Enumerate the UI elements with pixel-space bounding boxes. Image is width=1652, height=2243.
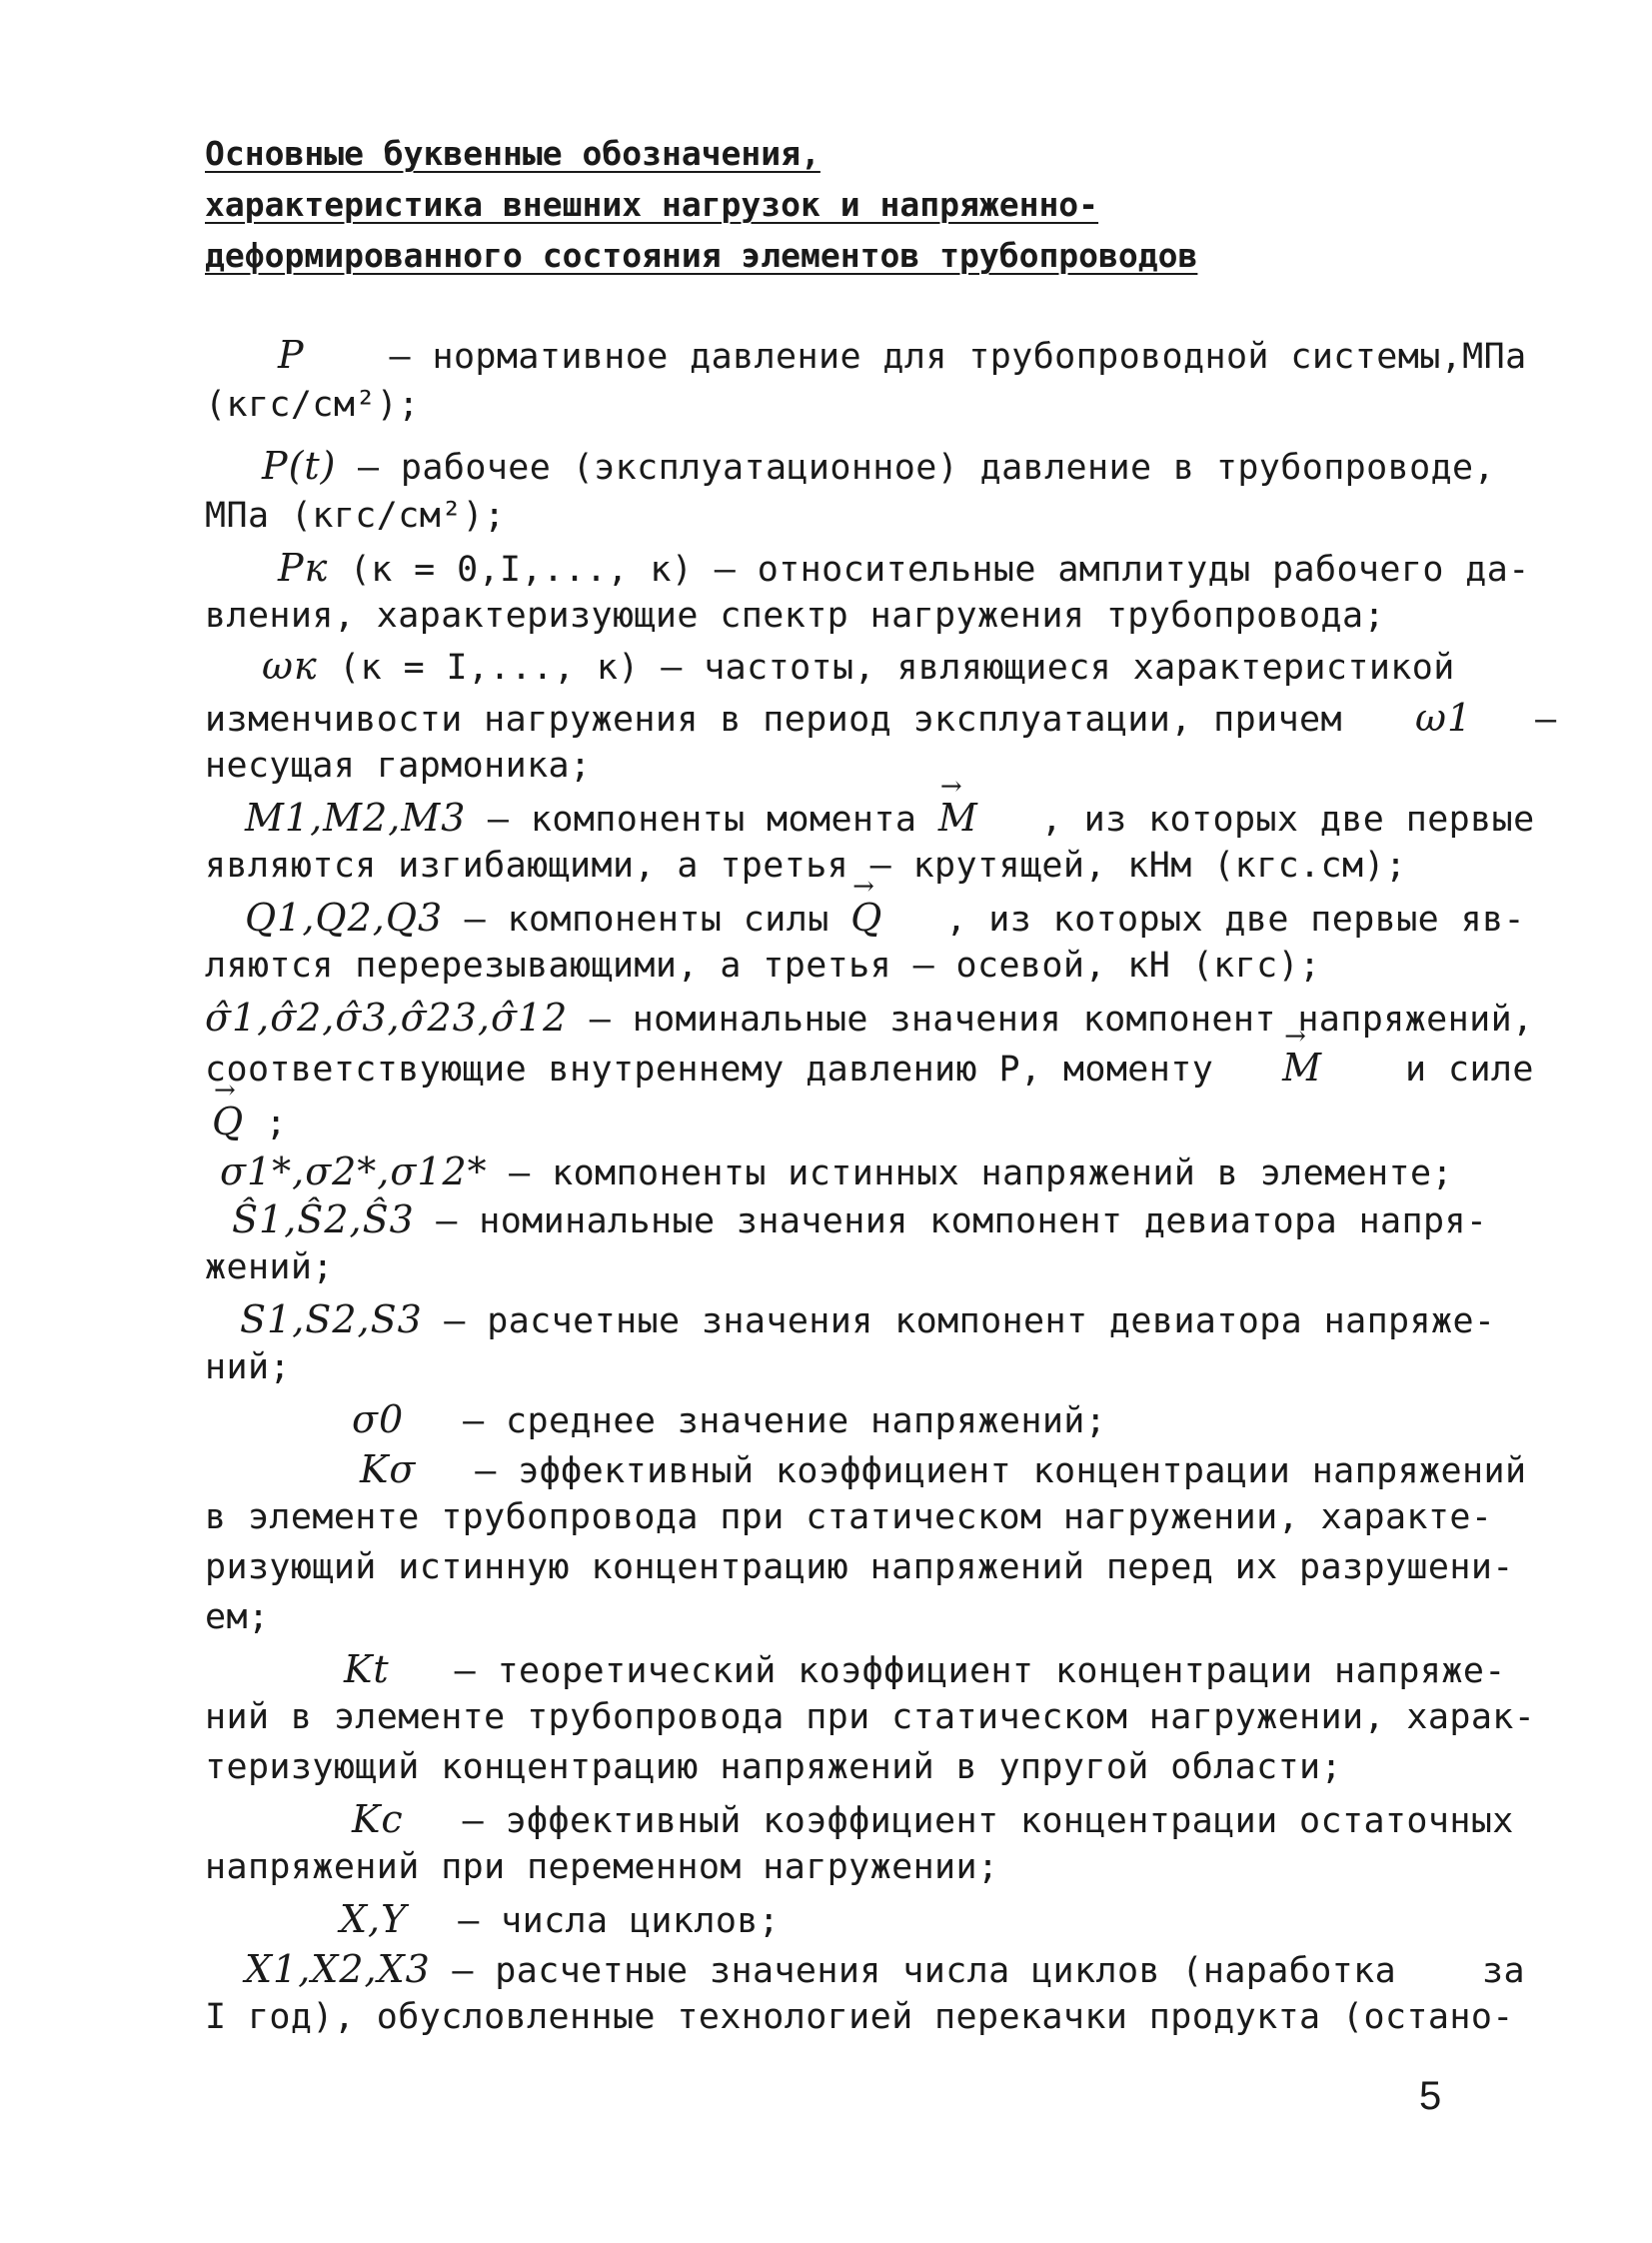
definition-text: и силе <box>1405 1050 1534 1090</box>
symbol: σ0 <box>352 1397 405 1441</box>
definition-text: – рабочее (эксплуатационное) давление в трубопроводе, <box>357 448 1495 488</box>
definition-line <box>344 1647 1506 1691</box>
definition-text: являются изгибающими, а третья – крутящей, кНм (кгс.см); <box>205 846 1407 886</box>
definition-line <box>205 1847 998 1887</box>
definition-text: – расчетные значения числа циклов (наработка за <box>452 1951 1525 1991</box>
definition-text: – среднее значение напряжений; <box>463 1401 1107 1441</box>
definition-text: ризующий истинную концентрацию напряжений перед их разрушени- <box>205 1547 1514 1587</box>
heading-line-2: характеристика внешних нагрузок и напряженно- <box>205 185 1099 224</box>
symbol: Q1,Q2,Q3 <box>245 896 444 940</box>
definition-text: – теоретический коэффициент концентрации напряже- <box>454 1651 1506 1691</box>
symbol: P <box>278 333 305 377</box>
symbol: X1,X2,X3 <box>245 1947 431 1991</box>
definition-text: (кгс/см²); <box>205 385 420 425</box>
symbol: Pк <box>278 546 329 590</box>
symbol: → Q <box>212 1100 244 1143</box>
definition-text: – компоненты силы <box>464 900 829 940</box>
definition-text: жений; <box>205 1247 334 1287</box>
symbol: → M <box>938 796 978 840</box>
definition-text: – компоненты истинных напряжений в элементе; <box>509 1153 1453 1193</box>
symbol: → M <box>1282 1046 1322 1090</box>
definition-text: ем; <box>205 1597 270 1637</box>
definition-line <box>220 1149 1453 1193</box>
definition-text: вления, характеризующие спектр нагружения трубопровода; <box>205 596 1385 636</box>
definition-line <box>352 1797 1514 1841</box>
definition-text: – эффективный коэффициент концентрации остаточных <box>462 1801 1514 1841</box>
definition-text: в элементе трубопровода при статическом нагружении, характе- <box>205 1497 1493 1537</box>
definition-line <box>205 1997 1514 2037</box>
definition-text: несущая гармоника; <box>205 746 592 786</box>
definition-text: – нормативное давление для трубопроводной системы,МПа <box>389 337 1527 377</box>
definition-line <box>340 1897 780 1941</box>
definition-line <box>205 1497 1492 1537</box>
definition-text: I год), обусловленные технологией перекачки продукта (остано- <box>205 1997 1514 2037</box>
symbol: P(t) <box>262 444 337 488</box>
definition-line <box>205 1747 1342 1787</box>
symbol: S1,S2,S3 <box>240 1297 423 1341</box>
definition-text: ляются перерезывающими, а третья – осевой, кН (кгс); <box>205 946 1321 986</box>
definition-line <box>212 1100 287 1143</box>
definition-line <box>245 796 1535 840</box>
definition-text: – <box>1535 700 1557 740</box>
definition-text: – числа циклов; <box>458 1901 781 1941</box>
definition-line <box>205 996 1534 1040</box>
definition-text: ний в элементе трубопровода при статическом нагружении, харак- <box>205 1697 1536 1737</box>
symbol: σ1*,σ2*,σ12* <box>220 1149 488 1193</box>
definition-text: ний; <box>205 1347 291 1387</box>
symbol: σ̂1,σ̂2,σ̂3,σ̂23,σ̂12 <box>205 996 569 1040</box>
definition-line <box>205 496 506 536</box>
definition-text: (к = I,..., к) – частоты, являющиеся характеристикой <box>339 648 1455 688</box>
section-heading <box>205 128 1197 281</box>
definition-text: (к = 0,I,..., к) – относительные амплитуды рабочего да- <box>349 550 1530 590</box>
definition-line <box>278 546 1530 590</box>
symbol: Kc <box>352 1797 404 1841</box>
definition-line <box>205 1597 269 1637</box>
definition-line <box>205 1247 334 1287</box>
definition-line <box>205 946 1321 986</box>
symbol: → Q <box>850 896 882 940</box>
symbol: ω1 <box>1414 696 1473 740</box>
definition-line <box>205 1547 1514 1587</box>
definition-text: изменчивости нагружения в период эксплуатации, причем <box>205 700 1343 740</box>
definition-line <box>205 846 1406 886</box>
definition-line <box>262 644 1455 688</box>
symbol: ωк <box>262 644 318 688</box>
definition-line <box>245 1947 1525 1991</box>
symbol: Ŝ1,Ŝ2,Ŝ3 <box>232 1197 415 1241</box>
definition-line <box>278 333 1527 377</box>
definition-text: соответствующие внутреннему давлению Р, моменту <box>205 1050 1214 1090</box>
definition-text: напряжений при переменном нагружении; <box>205 1847 999 1887</box>
definition-text: ; <box>265 1104 288 1143</box>
symbol: X,Y <box>340 1897 408 1941</box>
definition-line <box>352 1397 1106 1441</box>
definition-text: – номинальные значения компонент напряжений, <box>589 1000 1534 1040</box>
definition-text: теризующий концентрацию напряжений в упругой области; <box>205 1747 1343 1787</box>
definition-text: – номинальные значения компонент девиатора напря- <box>436 1201 1488 1241</box>
symbol: Kσ <box>360 1447 417 1491</box>
definition-text: – расчетные значения компонент девиатора напряже- <box>444 1301 1496 1341</box>
heading-line-3: деформированного состояния элементов трубопроводов <box>205 236 1198 275</box>
definition-line <box>240 1297 1495 1341</box>
definition-line <box>205 746 592 786</box>
definition-text: – компоненты момента <box>487 800 917 840</box>
definition-text: – эффективный коэффициент концентрации напряжений <box>475 1451 1527 1491</box>
definition-text: , из которых две первые <box>1040 800 1535 840</box>
definition-line <box>262 444 1495 488</box>
definition-text: , из которых две первые яв- <box>945 900 1526 940</box>
definition-line <box>205 1046 1534 1090</box>
definition-line <box>205 1347 291 1387</box>
definition-line <box>205 696 1557 740</box>
heading-line-1: Основные буквенные обозначения, <box>205 134 821 173</box>
definition-line <box>360 1447 1526 1491</box>
symbol: Kt <box>344 1647 390 1691</box>
symbol: M1,M2,M3 <box>245 796 467 840</box>
definition-line <box>205 385 420 425</box>
definition-line <box>245 896 1525 940</box>
definition-line <box>232 1197 1487 1241</box>
page-number: 5 <box>1419 2074 1442 2118</box>
definition-text: МПа (кгс/см²); <box>205 496 506 536</box>
definition-line <box>205 1697 1535 1737</box>
definition-line <box>205 596 1385 636</box>
